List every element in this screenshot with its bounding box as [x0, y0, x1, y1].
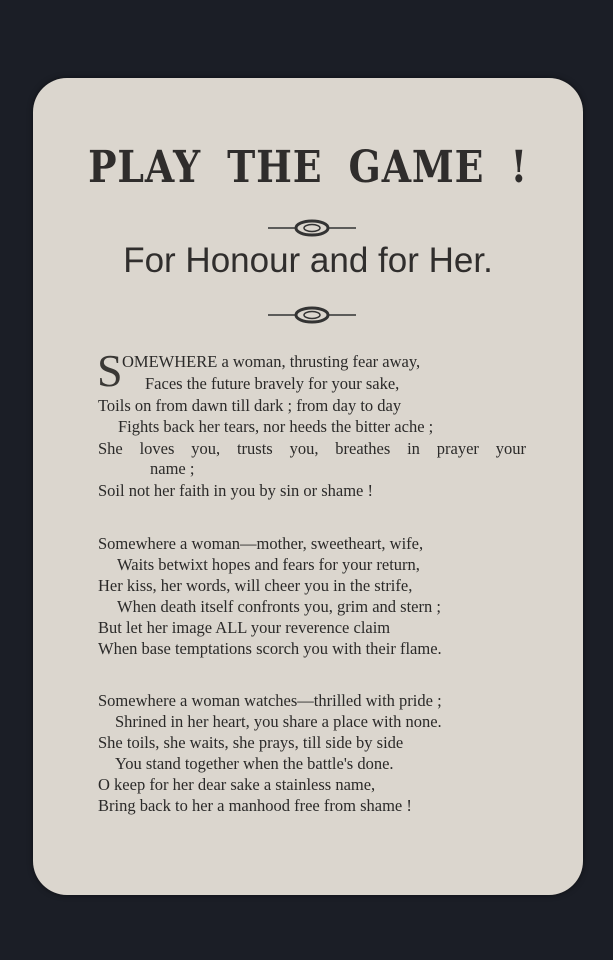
poem-line: When base temptations scorch you with their flame.: [98, 639, 442, 658]
poem-line: Faces the future bravely for your sake,: [145, 374, 400, 393]
poem-line: She toils, she waits, she prays, till side by side: [98, 733, 404, 752]
poem-line: Her kiss, her words, will cheer you in the strife,: [98, 576, 413, 595]
poem-line: Toils on from dawn till dark ; from day to day: [98, 396, 402, 415]
card-subtitle: For Honour and for Her.: [123, 241, 493, 280]
poem-line: Somewhere a woman—mother, sweetheart, wife,: [98, 534, 424, 553]
printed-card: [33, 78, 583, 895]
poem-line: She loves you, trusts you, breathes in prayer your: [98, 439, 526, 458]
poem-line: Fights back her tears, nor heeds the bitter ache ;: [118, 417, 434, 436]
poem-line: You stand together when the battle's done.: [115, 754, 394, 773]
scroll-ornament-icon: [266, 305, 358, 325]
poem-line: Soil not her faith in you by sin or shame !: [98, 481, 373, 500]
scroll-ornament-icon: [266, 218, 358, 238]
poem-line: name ;: [150, 459, 195, 478]
poem-line: O keep for her dear sake a stainless name,: [98, 775, 376, 794]
poem-line: Waits betwixt hopes and fears for your return,: [117, 555, 420, 574]
poem-line: OMEWHERE a woman, thrusting fear away,: [122, 352, 421, 371]
poem-line: But let her image ALL your reverence claim: [98, 618, 391, 637]
card-title: PLAY THE GAME !: [88, 142, 528, 193]
poem-line: Shrined in her heart, you share a place with none.: [115, 712, 442, 731]
poem-line: Bring back to her a manhood free from shame !: [98, 796, 412, 815]
poem-line: When death itself confronts you, grim and stern ;: [117, 597, 441, 616]
poem-line: Somewhere a woman watches—thrilled with pride ;: [98, 691, 442, 710]
drop-cap: S: [97, 345, 123, 396]
